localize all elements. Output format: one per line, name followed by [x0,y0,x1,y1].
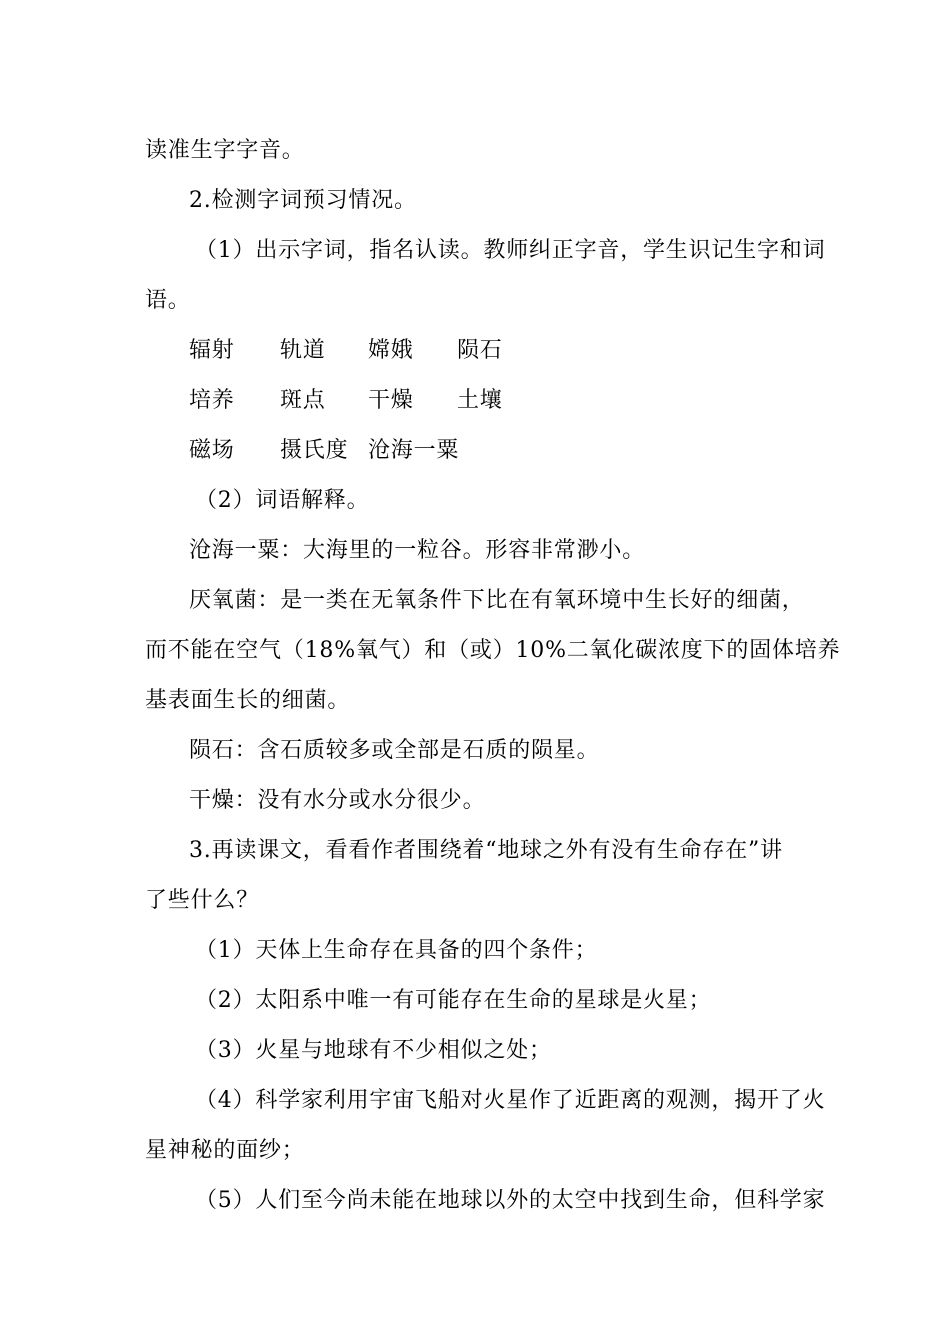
text-line: 读准生字字音。 [145,138,305,163]
step-heading: 3.再读课文，看看作者围绕着“地球之外有没有生命存在”讲 [189,838,783,863]
vocab-word: 干燥 [368,388,414,413]
list-item: （3）火星与地球有不少相似之处； [195,1038,552,1063]
list-item: 星神秘的面纱； [145,1138,305,1163]
vocab-word: 培养 [189,388,235,413]
step-heading: 2.检测字词预习情况。 [189,188,417,213]
text-line: （2）词语解释。 [195,488,370,513]
vocab-word: 轨道 [280,338,326,363]
text-line: （1）出示字词，指名认读。教师纠正字音，学生识记生字和词 [195,238,826,263]
definition: 而不能在空气（18%氧气）和（或）10%二氧化碳浓度下的固体培养 [145,638,841,663]
vocab-word: 磁场 [189,438,235,463]
text-line: 语。 [145,288,191,313]
definition: 厌氧菌：是一类在无氧条件下比在有氧环境中生长好的细菌， [189,588,805,613]
list-item: （1）天体上生命存在具备的四个条件； [195,938,598,963]
list-item: （4）科学家利用宇宙飞船对火星作了近距离的观测，揭开了火 [195,1088,826,1113]
definition: 基表面生长的细菌。 [145,688,351,713]
definition: 沧海一粟：大海里的一粒谷。形容非常渺小。 [189,538,646,563]
definition: 陨石：含石质较多或全部是石质的陨星。 [189,738,600,763]
list-item: （5）人们至今尚未能在地球以外的太空中找到生命，但科学家 [195,1188,826,1213]
vocab-word: 陨石 [457,338,503,363]
vocab-word: 沧海一粟 [368,438,460,463]
vocab-word: 斑点 [280,388,326,413]
vocab-word: 摄氏度 [280,438,349,463]
vocab-word: 土壤 [457,388,503,413]
vocab-word: 辐射 [189,338,235,363]
vocab-word: 嫦娥 [368,338,414,363]
definition: 干燥：没有水分或水分很少。 [189,788,486,813]
list-item: （2）太阳系中唯一有可能存在生命的星球是火星； [195,988,712,1013]
text-line: 了些什么？ [145,888,260,913]
